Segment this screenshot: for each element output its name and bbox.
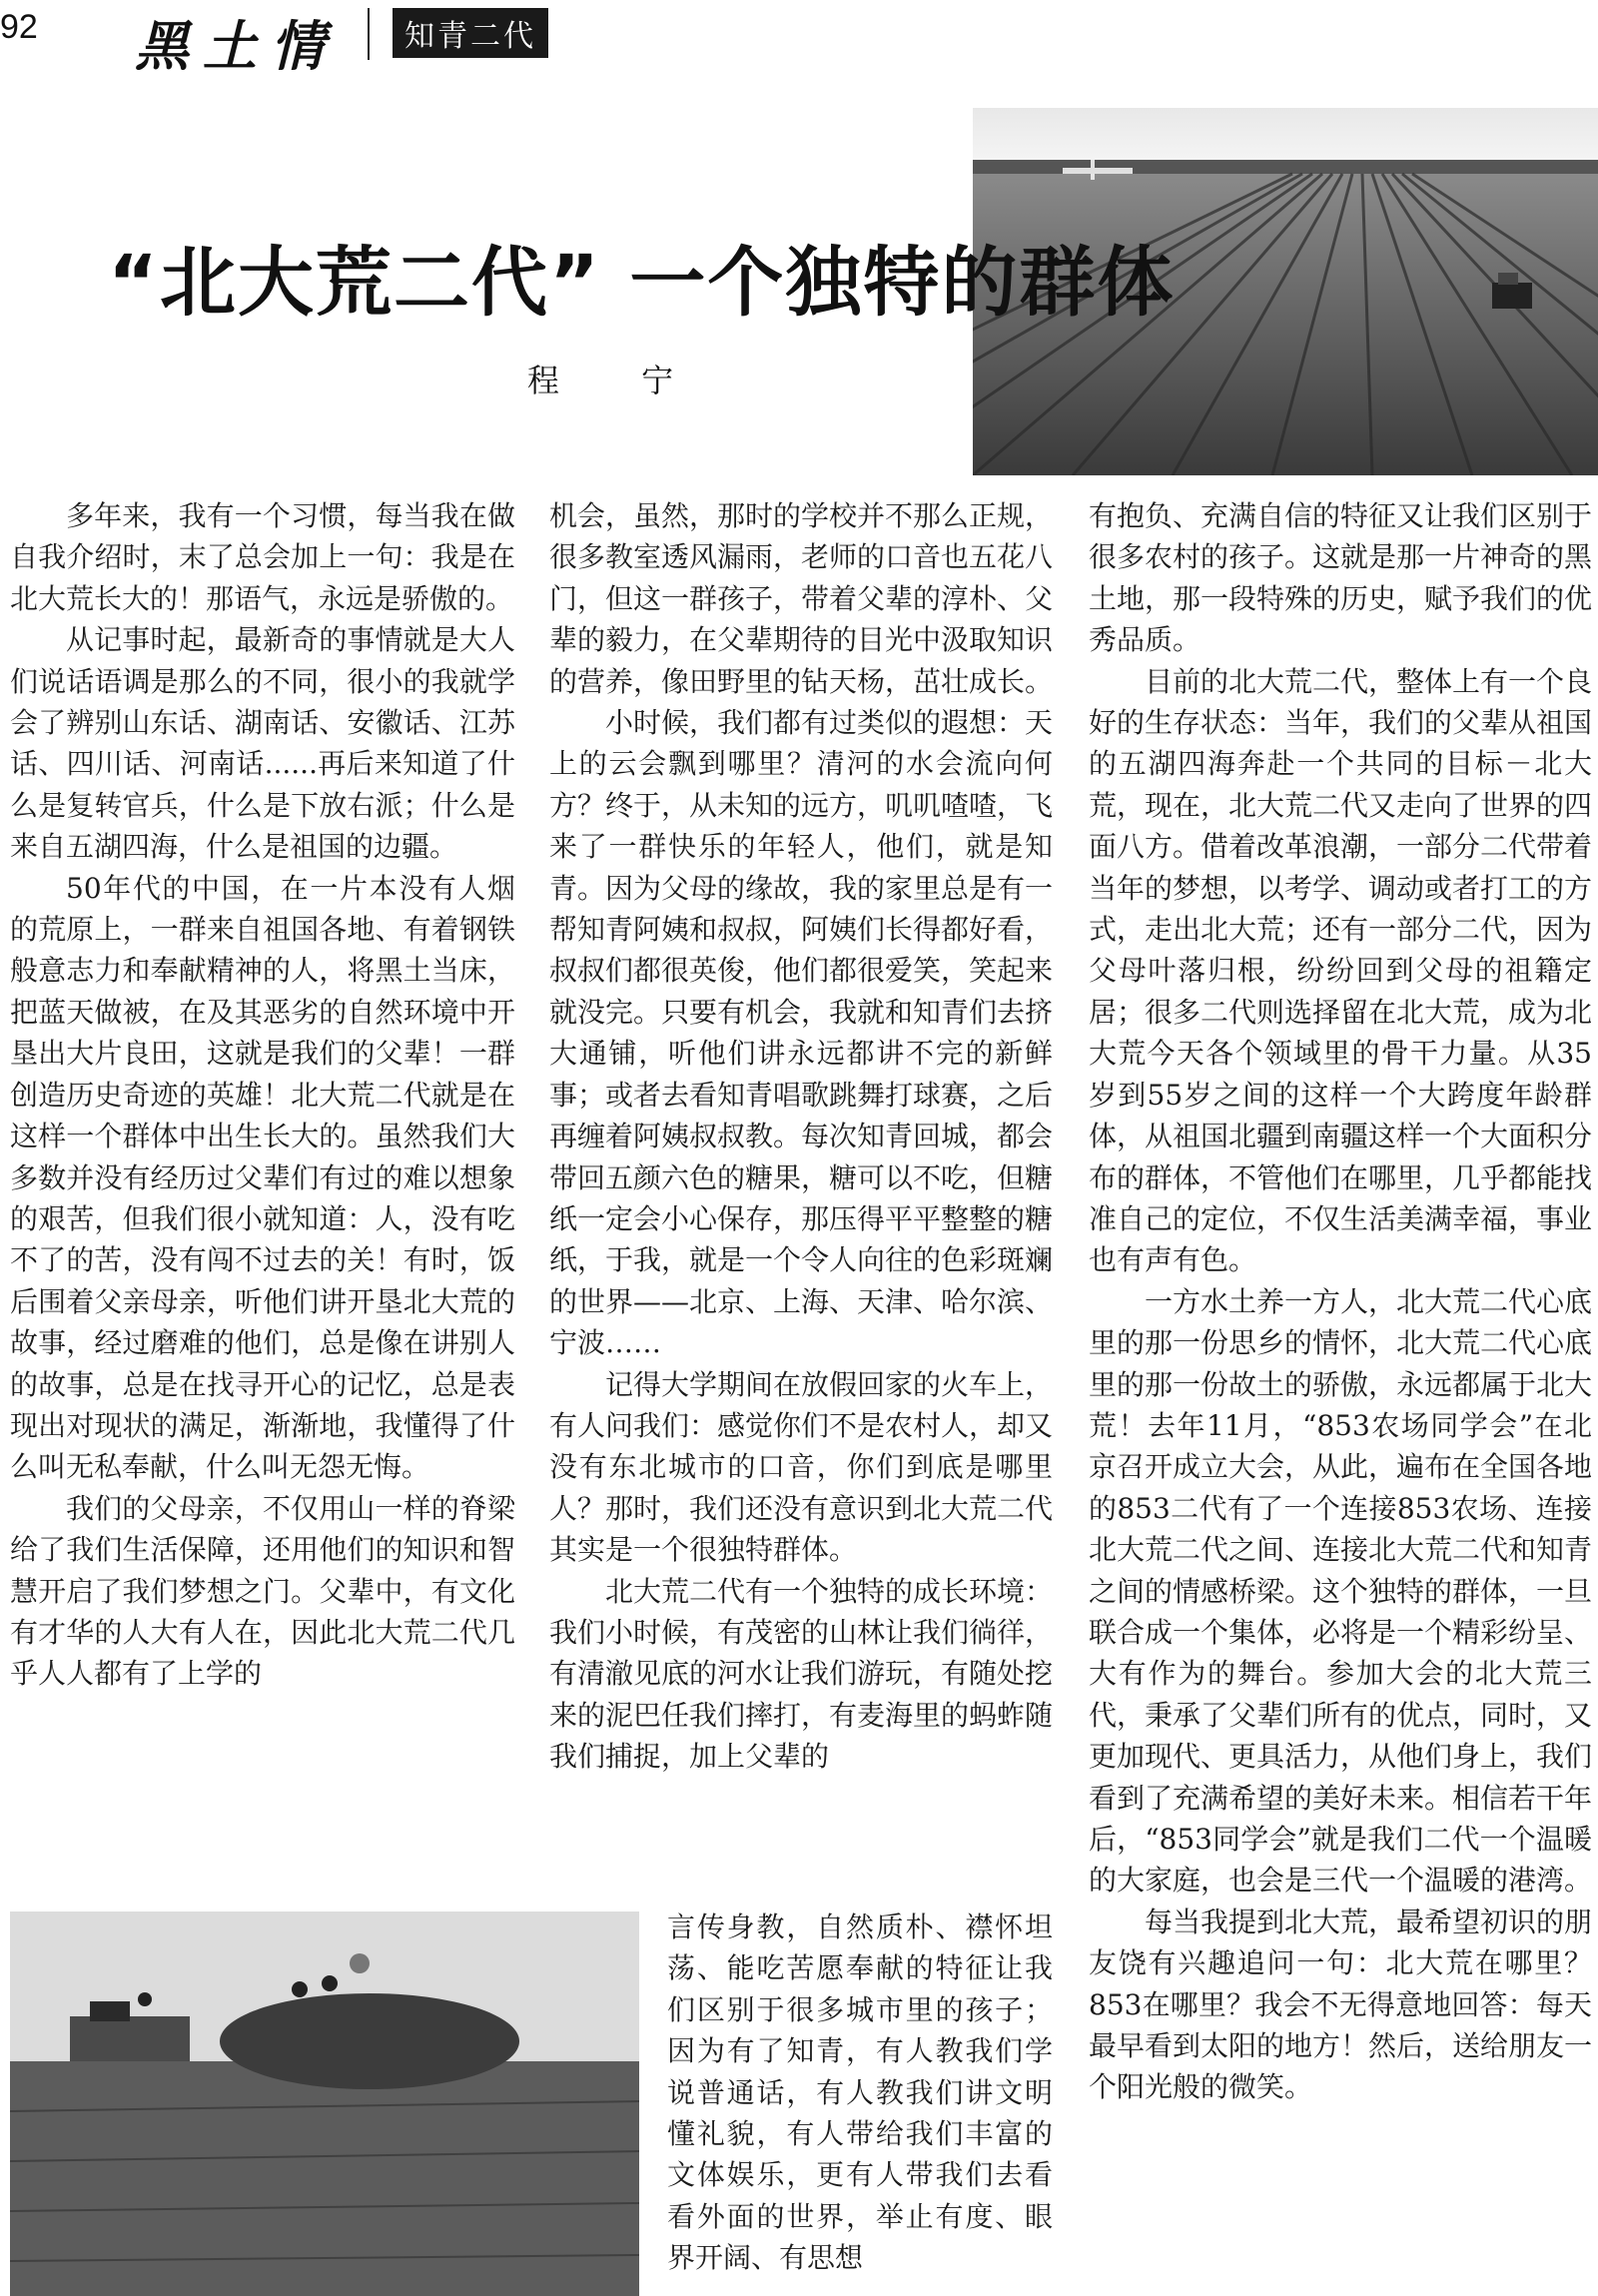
paragraph: 50年代的中国，在一片本没有人烟的荒原上，一群来自祖国各地、有着钢铁般意志力和奉献精神的人，将黑土当床，把蓝天做被，在及其恶劣的自然环境中开垦出大片良田，这就是我们的父辈！一群创造历史奇迹的英雄！北大荒二代就是在这样一个群体中出生长大的。虽然我们大多数并没有经历过父辈们有过的难以想象的艰苦，但我们很小就知道：人，没有吃不了的苦，没有闯不过去的关！有时，饭后围着父亲母亲，听他们讲开垦北大荒的故事，经过磨难的他们，总是像在讲别人的故事，总是在找寻开心的记忆，总是表现出对现状的满足，渐渐地，我懂得了什么叫无私奉献，什么叫无怨无悔。 [10, 871, 515, 1484]
paragraph: 有抱负、充满自信的特征又让我们区别于很多农村的孩子。这就是那一片神奇的黑土地，那一段特殊的历史，赋予我们的优秀品质。 [1089, 499, 1593, 657]
column-1 [10, 495, 515, 1695]
article-title: “北大荒二代” 一个独特的群体 [108, 238, 1176, 327]
section-label: 知青二代 [393, 8, 548, 58]
page-number: 92 [0, 8, 38, 46]
paragraph: 记得大学期间在放假回家的火车上，有人问我们：感觉你们不是农村人，却又没有东北城市的口音，你们到底是哪里人？那时，我们还没有意识到北大荒二代其实是一个很独特群体。 [549, 1367, 1054, 1567]
paragraph: 北大荒二代有一个独特的成长环境：我们小时候，有茂密的山林让我们徜徉，有清澈见底的河水让我们游玩，有随处挖来的泥巴任我们摔打，有麦海里的蚂蚱随我们捕捉，加上父辈的 [549, 1574, 1054, 1774]
paragraph: 多年来，我有一个习惯，每当我在做自我介绍时，末了总会加上一句：我是在北大荒长大的！那语气，永远是骄傲的。 [10, 499, 515, 615]
article-author: 程 宁 [527, 362, 710, 399]
paragraph: 从记事时起，最新奇的事情就是大人们说话语调是那么的不同，很小的我就学会了辨别山东话、湖南话、安徽话、江苏话、四川话、河南话......再后来知道了什么是复转官兵，什么是下放右派；什么是来自五湖四海，什么是祖国的边疆。 [10, 623, 515, 864]
paragraph: 小时候，我们都有过类似的遐想：天上的云会飘到哪里？清河的水会流向何方？终于，从未知的远方，叽叽喳喳，飞来了一群快乐的年轻人，他们，就是知青。因为父母的缘故，我的家里总是有一帮知青阿姨和叔叔，阿姨们长得都好看，叔叔们都很英俊，他们都很爱笑，笑起来就没完。只要有机会，我就和知青们去挤大通铺，听他们讲永远都讲不完的新鲜事；或者去看知青唱歌跳舞打球赛，之后再缠着阿姨叔叔教。每次知青回城，都会带回五颜六色的糖果，糖可以不吃，但糖纸一定会小心保存，那压得平平整整的糖纸，于我，就是一个令人向往的色彩斑斓的世界——北京、上海、天津、哈尔滨、宁波…… [549, 706, 1054, 1360]
column-2 [549, 495, 1053, 1778]
paragraph: 言传身教，自然质朴、襟怀坦荡、能吃苦愿奉献的特征让我们区别于很多城市里的孩子；因为有了知青，有人教我们学说普通话，有人教我们讲文明懂礼貌，有人带给我们丰富的文体娱乐，更有人带我们去看看外面的世界，举止有度、眼界开阔、有思想 [667, 1911, 1053, 2275]
column-3 [1089, 495, 1592, 2108]
masthead-divider [368, 8, 370, 60]
magazine-logo: 黑土情 [135, 14, 339, 78]
paragraph: 我们的父母亲，不仅用山一样的脊梁给了我们生活保障，还用他们的知识和智慧开启了我们梦想之门。父辈中，有文化有才华的人大有人在，因此北大荒二代几乎人人都有了上学的 [10, 1491, 515, 1691]
paragraph: 一方水土养一方人，北大荒二代心底里的那一份思乡的情怀，北大荒二代心底里的那一份故土的骄傲，永远都属于北大荒！去年11月，“853农场同学会”在北京召开成立大会，从此，遍布在全国各地的853二代有了一个连接853农场、连接北大荒二代之间、连接北大荒二代和知青之间的情感桥梁。这个独特的群体，一旦联合成一个集体，必将是一个精彩纷呈、大有作为的舞台。参加大会的北大荒三代，秉承了父辈们所有的优点，同时，又更加现代、更具活力，从他们身上，我们看到了充满希望的美好未来。相信若干年后，“853同学会”就是我们二代一个温暖的大家庭，也会是三代一个温暖的港湾。 [1089, 1284, 1593, 1898]
column-2-continued [667, 1907, 1053, 2279]
harvest-photo [10, 1912, 639, 2296]
paragraph: 机会，虽然，那时的学校并不那么正规，很多教室透风漏雨，老师的口音也五花八门，但这一群孩子，带着父辈的淳朴、父辈的毅力，在父辈期待的目光中汲取知识的营养，像田野里的钻天杨，茁壮成长。 [549, 499, 1054, 698]
paragraph: 每当我提到北大荒，最希望初识的朋友饶有兴趣追问一句：北大荒在哪里？853在哪里？我会不无得意地回答：每天最早看到太阳的地方！然后，送给朋友一个阳光般的微笑。 [1089, 1905, 1593, 2104]
paragraph: 目前的北大荒二代，整体上有一个良好的生存状态：当年，我们的父辈从祖国的五湖四海奔赴一个共同的目标－北大荒，现在，北大荒二代又走向了世界的四面八方。借着改革浪潮，一部分二代带着当年的梦想，以考学、调动或者打工的方式，走出北大荒；还有一部分二代，因为父母叶落归根，纷纷回到父母的祖籍定居；很多二代则选择留在北大荒，成为北大荒今天各个领域里的骨干力量。从35岁到55岁之间的这样一个大跨度年龄群体，从祖国北疆到南疆这样一个大面积分布的群体，不管他们在哪里，几乎都能找准自己的定位，不仅生活美满幸福，事业也有声有色。 [1089, 664, 1593, 1277]
